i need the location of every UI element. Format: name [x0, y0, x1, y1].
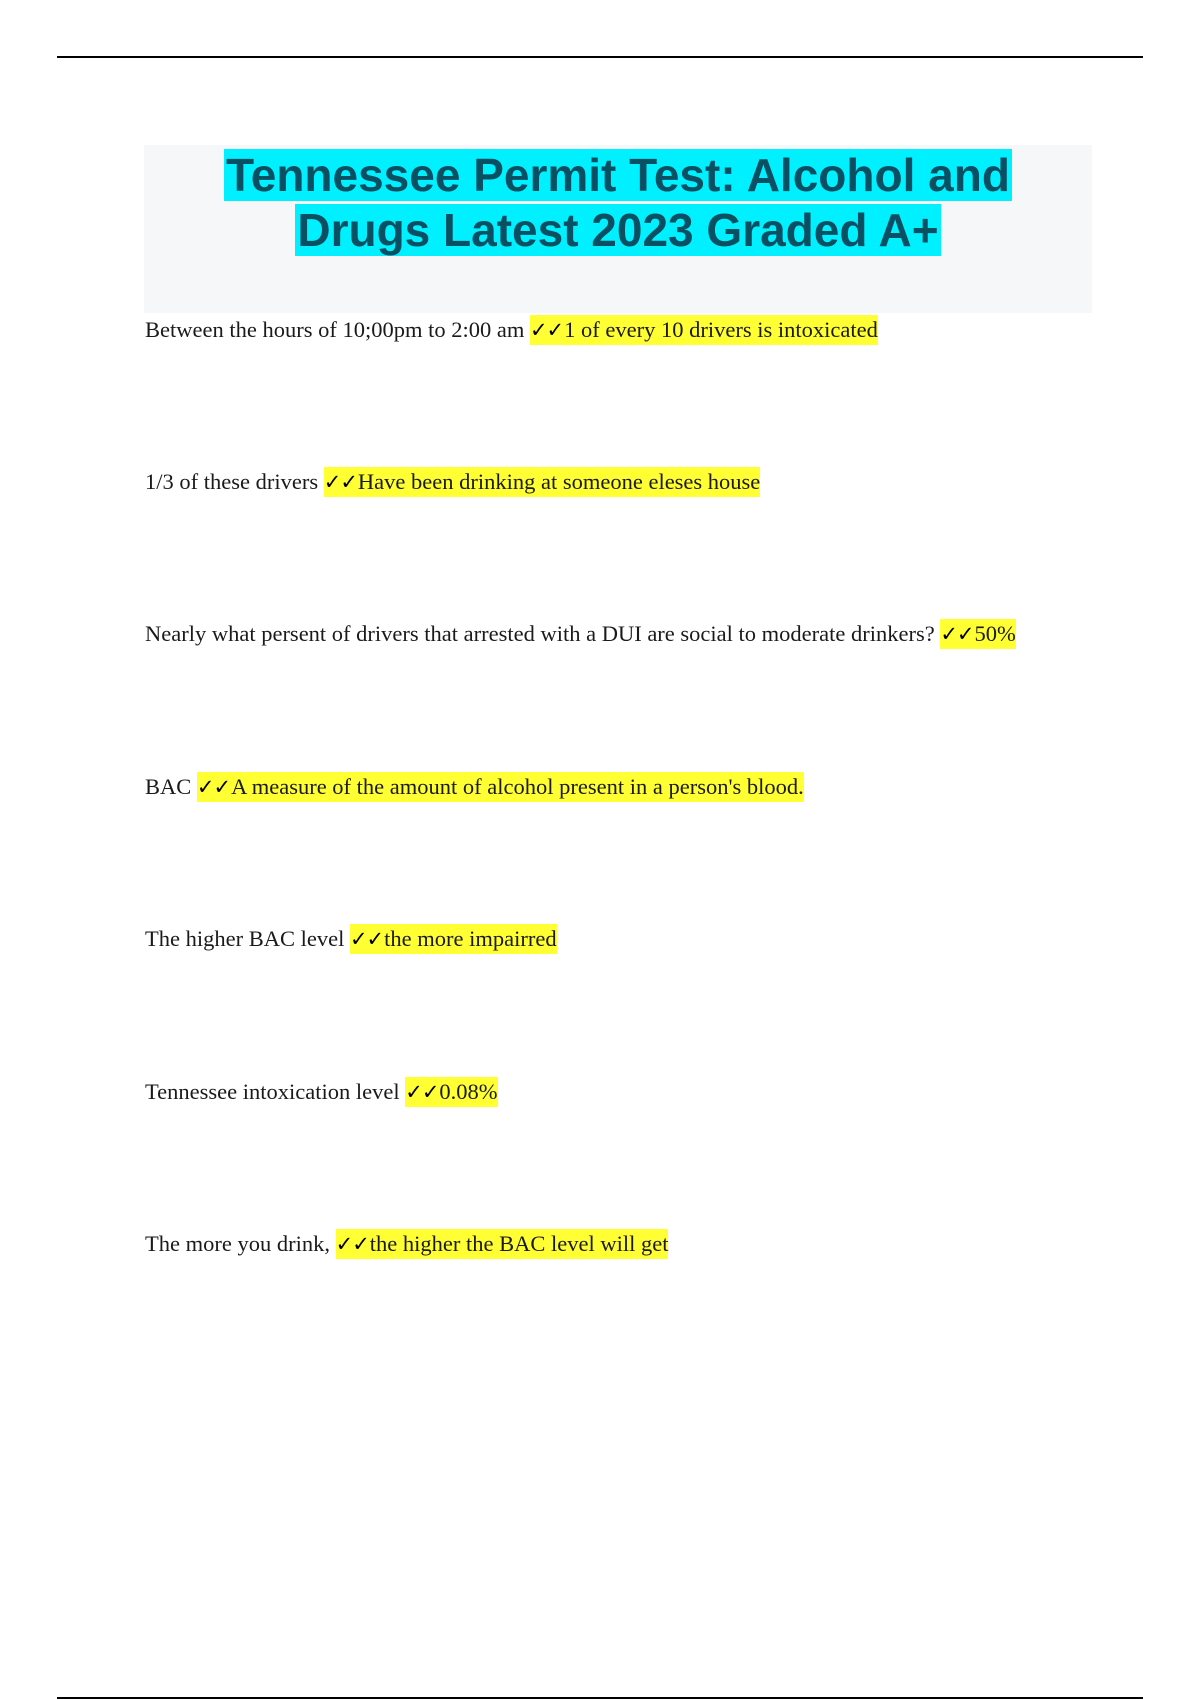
answer-highlight: [197, 772, 804, 802]
question-text: Nearly what persent of drivers that arrested with a DUI are social to moderate drinkers?: [145, 621, 935, 646]
bottom-rule: [57, 1697, 1143, 1699]
answer-text: the higher the BAC level will get: [369, 1231, 669, 1256]
top-rule: [57, 56, 1143, 58]
answer-text: 1 of every 10 drivers is intoxicated: [564, 317, 878, 342]
question-text: Tennessee intoxication level: [145, 1079, 400, 1104]
qa-item-3: [145, 619, 1016, 649]
answer-text: Have been drinking at someone eleses house: [357, 469, 761, 494]
question-text: The more you drink,: [145, 1231, 330, 1256]
answer-text: 50%: [974, 621, 1016, 646]
double-check-icon: ✓✓: [405, 1080, 439, 1104]
answer-highlight: [405, 1077, 497, 1107]
double-check-icon: ✓✓: [335, 1232, 369, 1256]
qa-item-2: [145, 467, 760, 497]
answer-highlight: [324, 467, 761, 497]
question-text: BAC: [145, 774, 192, 799]
document-title: [144, 145, 1092, 258]
qa-item-1: [145, 315, 878, 345]
qa-item-6: [145, 1077, 498, 1107]
qa-item-7: [145, 1229, 668, 1259]
question-text: Between the hours of 10;00pm to 2:00 am: [145, 317, 525, 342]
qa-item-5: [145, 924, 557, 954]
double-check-icon: ✓✓: [323, 470, 357, 494]
title-line-1: Tennessee Permit Test: Alcohol and: [226, 149, 1010, 201]
double-check-icon: ✓✓: [349, 927, 384, 951]
title-box: [144, 145, 1092, 313]
question-text: The higher BAC level: [145, 926, 345, 951]
double-check-icon: ✓✓: [196, 775, 231, 799]
answer-highlight: [336, 1229, 669, 1259]
answer-highlight: [350, 924, 557, 954]
answer-text: 0.08%: [439, 1079, 498, 1104]
answer-highlight: [530, 315, 878, 345]
double-check-icon: ✓✓: [940, 622, 974, 646]
title-line-2: Drugs Latest 2023 Graded A+: [297, 204, 939, 256]
qa-item-4: [145, 772, 804, 802]
answer-text: A measure of the amount of alcohol present in a person's blood.: [231, 774, 804, 799]
double-check-icon: ✓✓: [529, 318, 564, 342]
answer-text: the more impairred: [384, 926, 557, 951]
answer-highlight: [940, 619, 1015, 649]
question-text: 1/3 of these drivers: [145, 469, 319, 494]
